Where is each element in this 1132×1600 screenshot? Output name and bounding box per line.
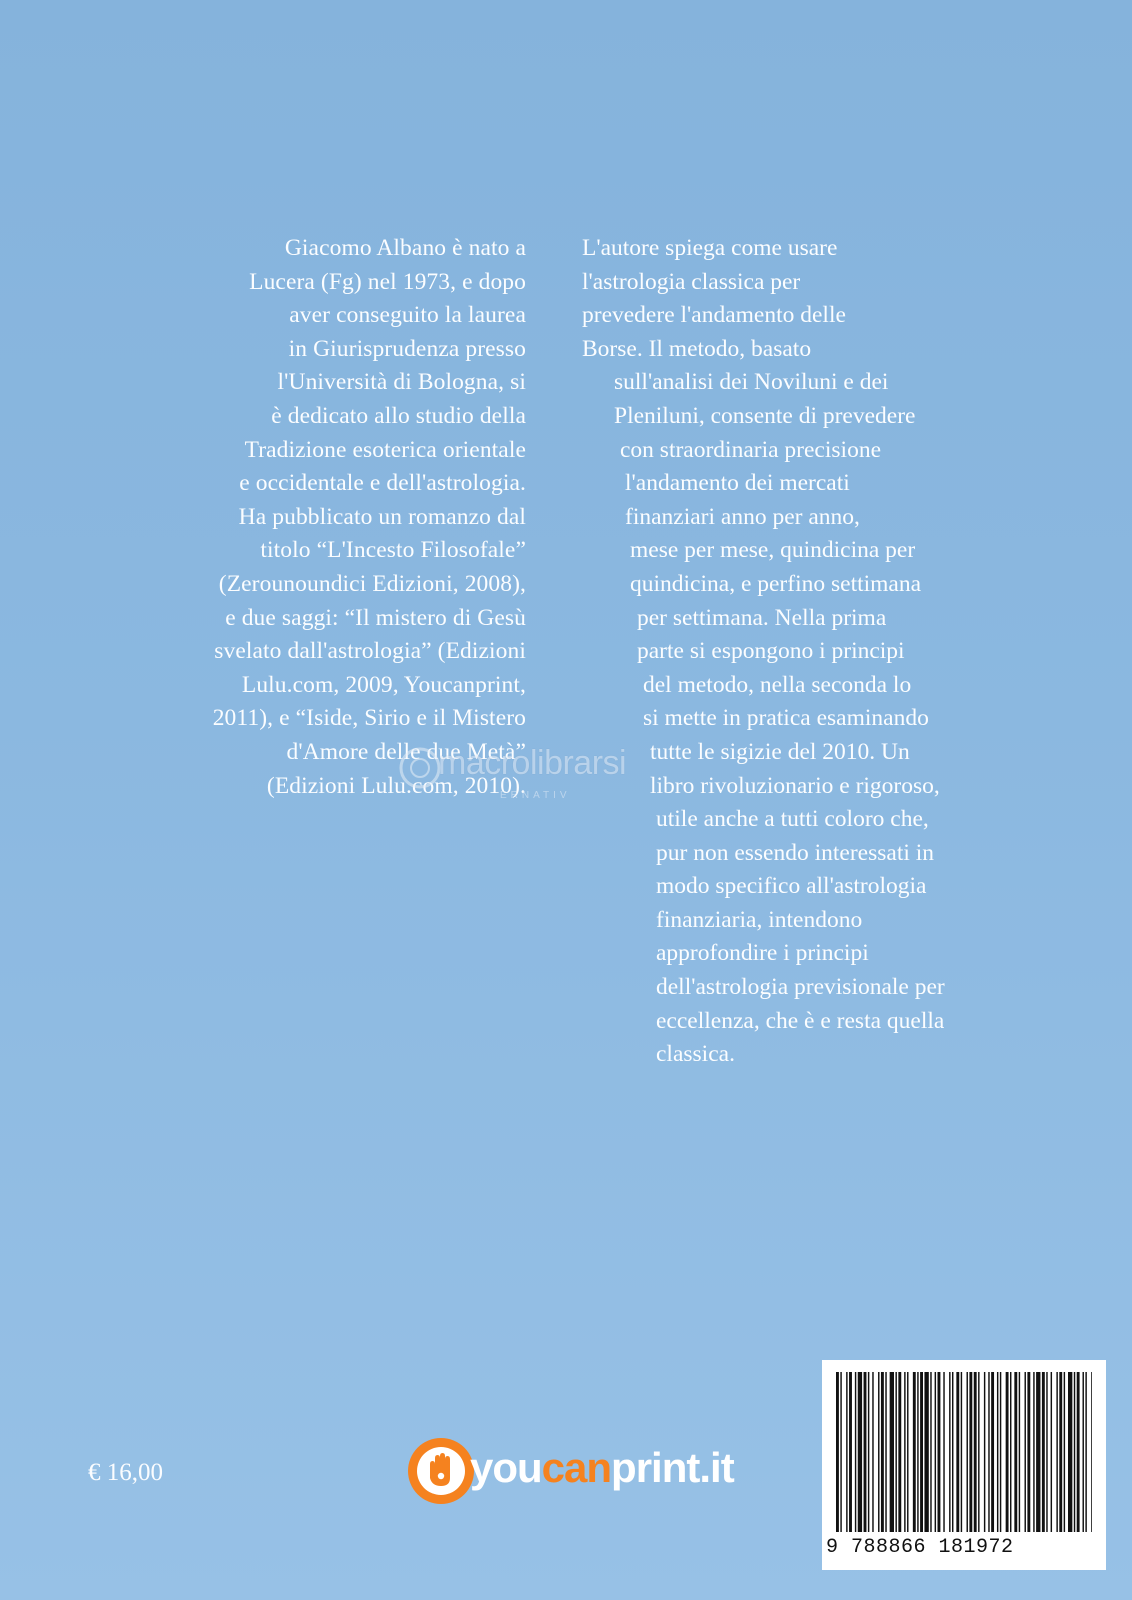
bio-line: d'Amore delle due Metà” bbox=[286, 738, 526, 765]
barcode-bar bbox=[974, 1372, 977, 1532]
watermark-circle-icon bbox=[398, 746, 442, 790]
barcode-bar bbox=[1077, 1372, 1080, 1532]
blurb-line: approfondire i principi bbox=[656, 940, 869, 967]
barcode-bar bbox=[1083, 1372, 1084, 1532]
logo-print: print bbox=[611, 1444, 700, 1491]
barcode-bar bbox=[924, 1372, 928, 1532]
barcode-bar bbox=[956, 1372, 959, 1532]
barcode-bar bbox=[1042, 1372, 1045, 1532]
barcode-bar bbox=[938, 1372, 941, 1532]
barcode-bar bbox=[984, 1372, 985, 1532]
barcode-bar bbox=[913, 1372, 916, 1532]
barcode-bar bbox=[967, 1372, 968, 1532]
blurb-line: l'astrologia classica per bbox=[582, 268, 801, 295]
barcode-bar bbox=[1010, 1372, 1011, 1532]
blurb-line: finanziari anno per anno, bbox=[625, 503, 860, 530]
barcode-bar bbox=[1074, 1372, 1075, 1532]
barcode-bar bbox=[1091, 1372, 1092, 1532]
barcode-bar bbox=[930, 1372, 931, 1532]
blurb-line: del metodo, nella seconda lo bbox=[643, 671, 912, 698]
blurb-line: classica. bbox=[656, 1041, 735, 1068]
barcode-bar bbox=[904, 1372, 905, 1532]
barcode-bar bbox=[917, 1372, 918, 1532]
barcode-bar bbox=[943, 1372, 944, 1532]
blurb-line: pur non essendo interessati in bbox=[656, 839, 935, 866]
blurb-line: Borse. Il metodo, basato bbox=[582, 335, 812, 362]
barcode-bar bbox=[858, 1372, 862, 1532]
barcode-bar bbox=[1059, 1372, 1062, 1532]
bio-line: (Edizioni Lulu.com, 2010). bbox=[266, 772, 526, 799]
isbn-number: 9 788866 181972 bbox=[826, 1536, 1014, 1559]
blurb-line: L'autore spiega come usare bbox=[582, 235, 838, 261]
bio-line: l'Università di Bologna, si bbox=[277, 369, 526, 396]
bio-line: e due saggi: “Il mistero di Gesù bbox=[225, 604, 526, 631]
barcode-bar bbox=[978, 1372, 979, 1532]
barcode-bar bbox=[890, 1372, 894, 1532]
bio-line: aver conseguito la laurea bbox=[289, 302, 526, 329]
barcode-bar bbox=[1051, 1372, 1052, 1532]
blurb-line: sull'analisi dei Noviluni e dei bbox=[614, 369, 889, 396]
barcode-bar bbox=[1036, 1372, 1040, 1532]
barcode-bar bbox=[907, 1372, 908, 1532]
barcode-bar bbox=[1085, 1372, 1086, 1532]
blurb-line: tutte le sigizie del 2010. Un bbox=[650, 738, 910, 765]
bio-line: e occidentale e dell'astrologia. bbox=[239, 470, 526, 497]
barcode-bar bbox=[855, 1372, 856, 1532]
barcode-bar bbox=[898, 1372, 901, 1532]
barcode-bar bbox=[868, 1372, 869, 1532]
barcode-bar bbox=[949, 1372, 950, 1532]
blurb-line: libro rivoluzionario e rigoroso, bbox=[650, 772, 940, 799]
bio-line: è dedicato allo studio della bbox=[271, 402, 526, 429]
blurb-line: dell'astrologia previsionale per bbox=[656, 974, 945, 1001]
publisher-logo bbox=[404, 1428, 744, 1516]
barcode-bar bbox=[1019, 1372, 1020, 1532]
blurb-line: eccellenza, che è e resta quella bbox=[656, 1007, 945, 1034]
barcode-bar bbox=[864, 1372, 867, 1532]
blurb-line: con straordinaria precisione bbox=[620, 436, 882, 463]
barcode-bar bbox=[846, 1372, 847, 1532]
blurb-line: parte si espongono i principi bbox=[637, 638, 905, 665]
blurb-line: prevedere l'andamento delle bbox=[582, 302, 846, 329]
bio-line: in Giurisprudenza presso bbox=[288, 335, 526, 362]
barcode-bar bbox=[836, 1372, 839, 1532]
bio-line: 2011), e “Iside, Sirio e il Mistero bbox=[212, 705, 526, 732]
bio-line: Giacomo Albano è nato a bbox=[284, 235, 526, 261]
blurb-line: finanziaria, intendono bbox=[656, 906, 863, 933]
watermark bbox=[398, 744, 698, 824]
logo-you: you bbox=[470, 1444, 542, 1491]
watermark-subtext: ERNATIV bbox=[500, 790, 571, 801]
barcode-bar bbox=[885, 1372, 886, 1532]
barcode-bar bbox=[991, 1372, 994, 1532]
barcode-bar bbox=[872, 1372, 873, 1532]
barcode-bar bbox=[935, 1372, 936, 1532]
barcode-bar bbox=[895, 1372, 896, 1532]
book-blurb bbox=[582, 232, 1032, 1072]
barcode-bar bbox=[1064, 1372, 1065, 1532]
blurb-line: utile anche a tutti coloro che, bbox=[656, 806, 929, 833]
barcode-bar bbox=[997, 1372, 998, 1532]
bio-line: titolo “L'Incesto Filosofale” bbox=[260, 537, 526, 564]
bio-line: Lucera (Fg) nel 1973, e dopo bbox=[249, 268, 526, 295]
blurb-line: mese per mese, quindicina per bbox=[630, 537, 916, 564]
barcode-bars bbox=[836, 1372, 1092, 1538]
barcode-bar bbox=[1033, 1372, 1034, 1532]
watermark-text: macrolibrarsi bbox=[438, 744, 627, 782]
barcode-bar bbox=[849, 1372, 852, 1532]
barcode-bar bbox=[1027, 1372, 1030, 1532]
barcode-bar bbox=[1068, 1372, 1072, 1532]
barcode-bar bbox=[1025, 1372, 1026, 1532]
blurb-line: Pleniluni, consente di prevedere bbox=[614, 402, 916, 429]
blurb-line: l'andamento dei mercati bbox=[625, 470, 850, 497]
barcode-bar bbox=[1006, 1372, 1009, 1532]
blurb-line: quindicina, e perfino settimana bbox=[630, 570, 922, 597]
barcode-bar bbox=[1014, 1372, 1017, 1532]
bio-line: Tradizione esoterica orientale bbox=[244, 436, 526, 463]
author-bio bbox=[100, 232, 526, 803]
bio-line: Lulu.com, 2009, Youcanprint, bbox=[241, 671, 526, 698]
barcode-bar bbox=[1000, 1372, 1001, 1532]
barcode-bar bbox=[969, 1372, 972, 1532]
isbn-barcode bbox=[822, 1360, 1106, 1570]
publisher-logo-text bbox=[470, 1444, 734, 1492]
barcode-bar bbox=[952, 1372, 953, 1532]
blurb-line: si mette in pratica esaminando bbox=[643, 705, 929, 732]
logo-can: can bbox=[541, 1444, 612, 1491]
logo-domain: .it bbox=[699, 1444, 734, 1491]
barcode-bar bbox=[1046, 1372, 1047, 1532]
barcode-bar bbox=[920, 1372, 923, 1532]
bio-line: (Zerounoundici Edizioni, 2008), bbox=[218, 570, 526, 597]
barcode-bar bbox=[988, 1372, 989, 1532]
hand-circle-icon bbox=[404, 1434, 478, 1508]
blurb-line: modo specifico all'astrologia bbox=[656, 873, 927, 900]
barcode-bar bbox=[961, 1372, 962, 1532]
barcode-bar bbox=[881, 1372, 884, 1532]
blurb-line: per settimana. Nella prima bbox=[637, 604, 887, 631]
bio-line: Ha pubblicato un romanzo dal bbox=[238, 503, 526, 530]
price-label: € 16,00 bbox=[88, 1459, 163, 1486]
bio-line: svelato dall'astrologia” (Edizioni bbox=[214, 638, 526, 665]
barcode-bar bbox=[1056, 1372, 1057, 1532]
barcode-bar bbox=[878, 1372, 879, 1532]
barcode-bar bbox=[840, 1372, 841, 1532]
